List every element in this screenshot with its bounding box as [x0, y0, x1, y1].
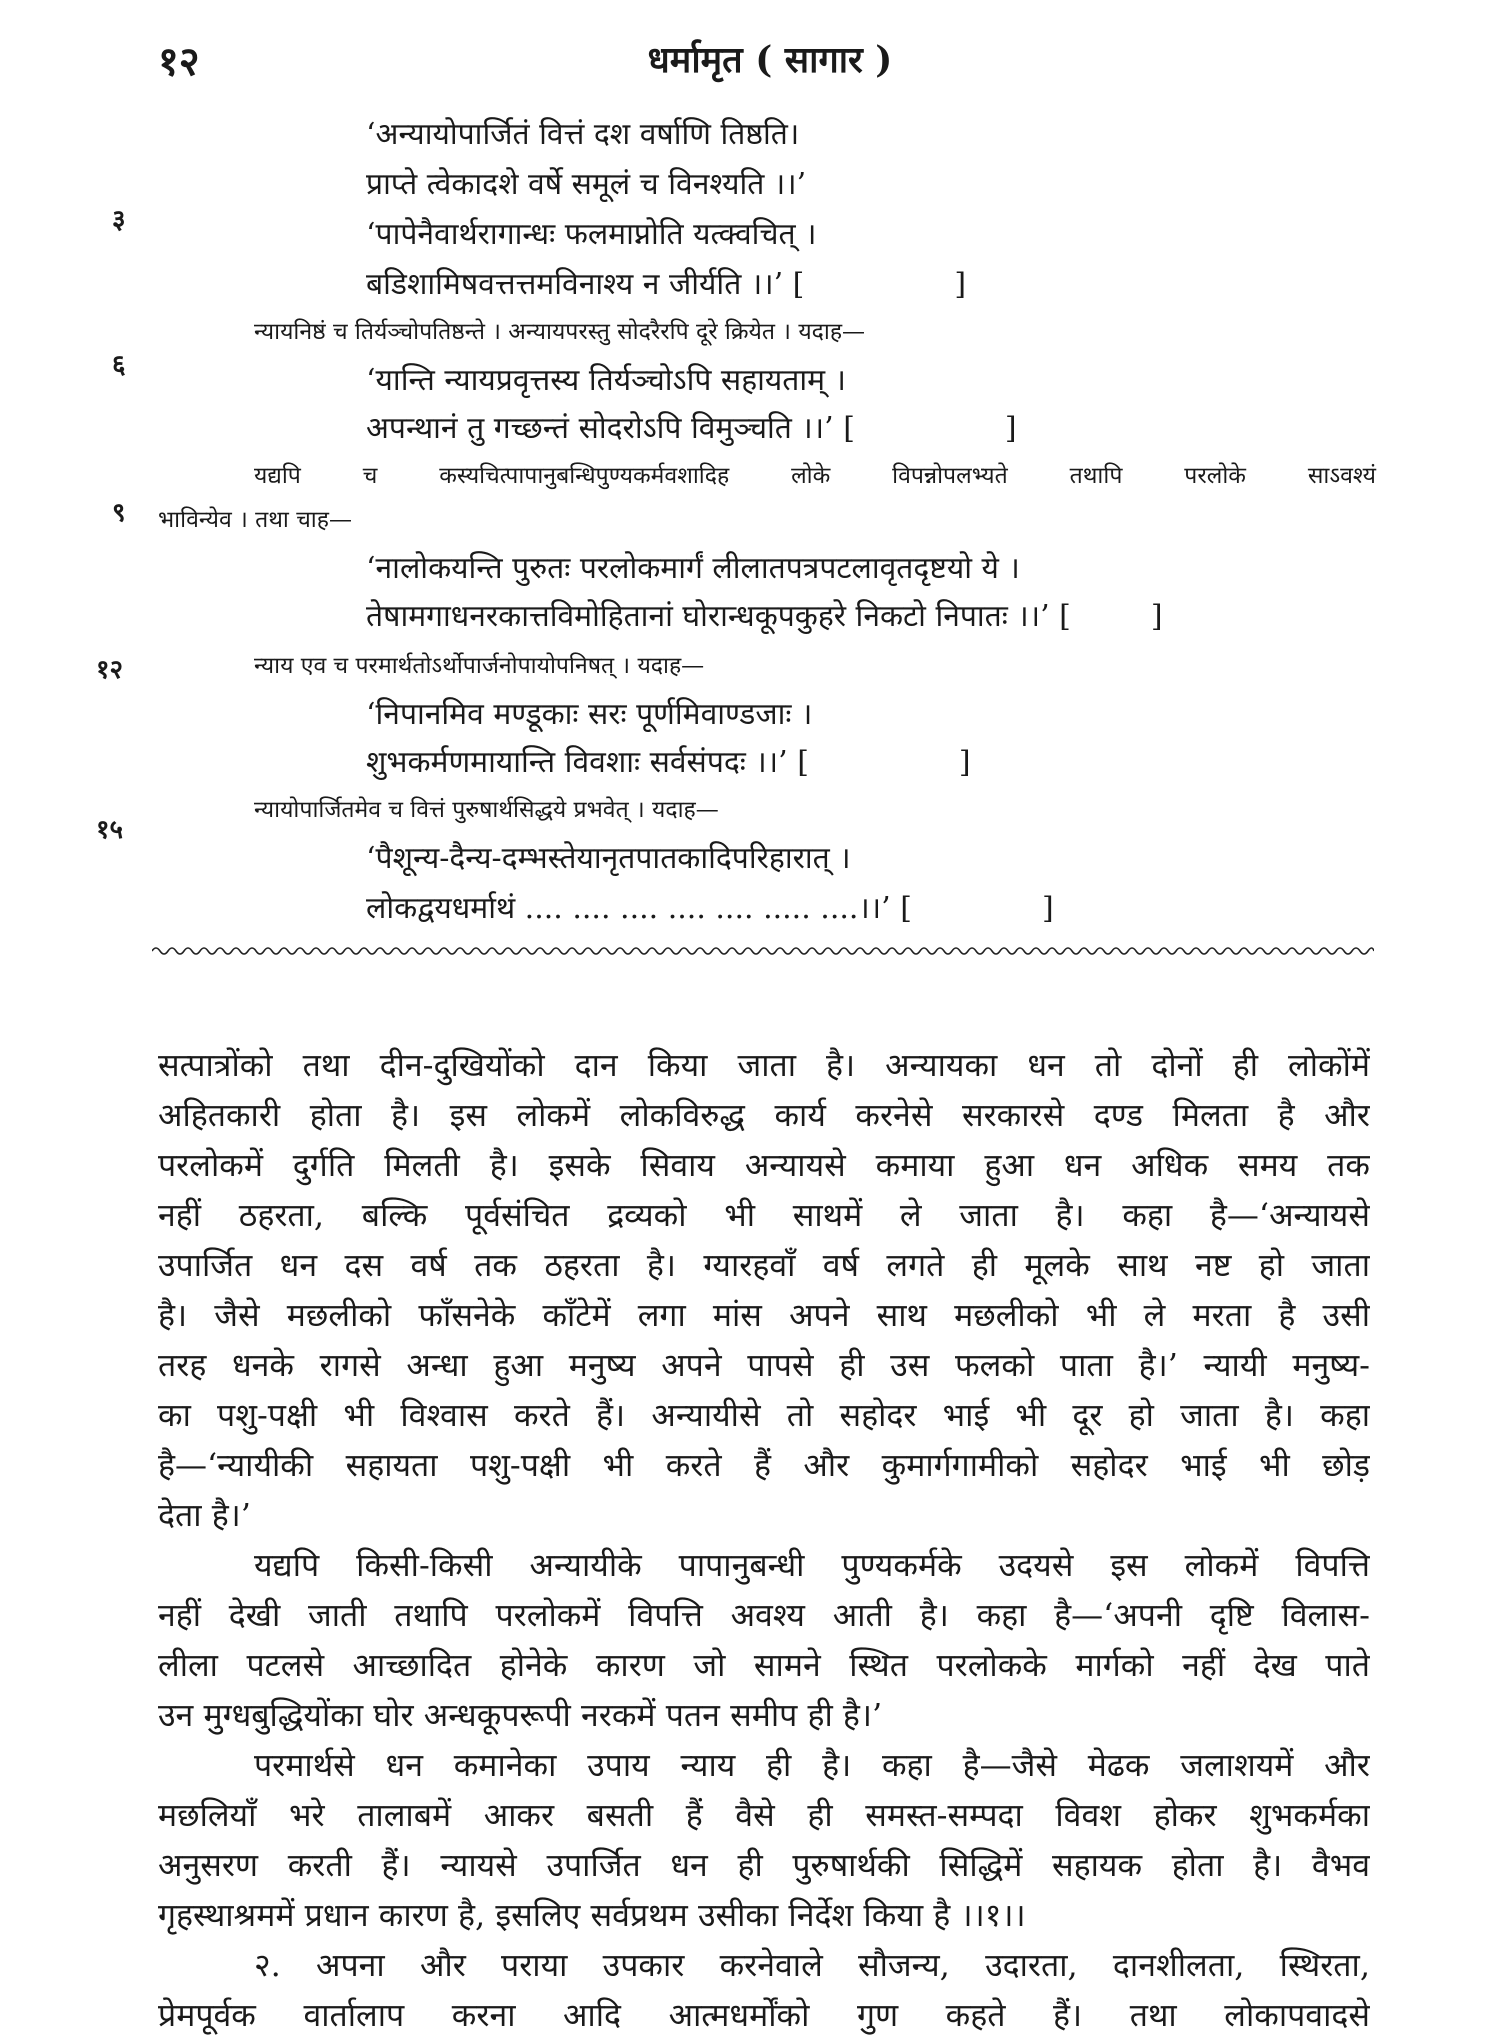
margin-number: ६	[112, 350, 126, 380]
verse-citation-line	[366, 262, 966, 303]
citation-bracket: ]	[1150, 599, 1163, 634]
commentary-line: यद्यपि किसी-किसी अन्यायीके पापानुबन्धी पुण्यकर्मके उदयसे इस लोकमें विपत्ति	[254, 1546, 1370, 1584]
citation-bracket: ]	[1041, 891, 1054, 926]
commentary-line: तरह धनके रागसे अन्धा हुआ मनुष्य अपने पापसे ही उस फलको पाता है।’ न्यायी मनुष्य-	[158, 1346, 1370, 1384]
verse-line: शुभकर्मणमायान्ति विवशाः सर्वसंपदः ।।’ [	[366, 745, 809, 780]
hindi-commentary	[158, 1040, 1370, 2040]
commentary-line: नहीं देखी जाती तथापि परलोकमें विपत्ति अवश्य आती है। कहा है—‘अपनी दृष्टि विलास-	[158, 1596, 1370, 1634]
verse-line: बडिशामिषवत्तत्तमविनाश्य न जीर्यति ।।’ [	[366, 267, 805, 302]
verse-citation-line	[366, 406, 1017, 447]
citation-bracket: ]	[954, 267, 967, 302]
commentary-line: उपार्जित धन दस वर्ष तक ठहरता है। ग्यारहवाँ वर्ष लगते ही मूलके साथ नष्ट हो जाता	[158, 1246, 1370, 1284]
citation-bracket: ]	[958, 745, 971, 780]
verse-line: प्राप्ते त्वेकादशे वर्षे समूलं च विनश्यति ।।’	[366, 167, 807, 202]
commentary-line: उन मुग्धबुद्धियोंका घोर अन्धकूपरूपी नरकमें पतन समीप ही है।’	[158, 1696, 883, 1734]
verse-citation-line	[366, 740, 971, 781]
citation-bracket: ]	[1004, 411, 1017, 446]
verse-citation-line	[366, 886, 1054, 927]
verse-line: ‘पापेनैवार्थरागान्धः फलमाप्नोति यत्क्वचित् ।	[366, 217, 817, 252]
commentary-line: अनुसरण करती हैं। न्यायसे उपार्जित धन ही पुरुषार्थकी सिद्धिमें सहायक होता है। वैभव	[158, 1846, 1370, 1884]
commentary-line: का पशु-पक्षी भी विश्वास करते हैं। अन्यायीसे तो सहोदर भाई भी दूर हो जाता है। कहा	[158, 1396, 1370, 1434]
commentary-line: देता है।’	[158, 1496, 251, 1534]
verse-line: ‘निपानमिव मण्डूकाः सरः पूर्णमिवाण्डजाः ।	[366, 697, 813, 732]
commentary-line: नहीं ठहरता, बल्कि पूर्वसंचित द्रव्यको भी साथमें ले जाता है। कहा है—‘अन्यायसे	[158, 1196, 1370, 1234]
commentary-line: मछलियाँ भरे तालाबमें आकर बसती हैं वैसे ही समस्त-सम्पदा विवश होकर शुभकर्मका	[158, 1796, 1370, 1834]
margin-number: ९	[112, 498, 126, 528]
commentary-line: २. अपना और पराया उपकार करनेवाले सौजन्य, उदारता, दानशीलता, स्थिरता,	[254, 1946, 1370, 1984]
margin-number: १५	[96, 815, 124, 845]
verse-line: ‘पैशून्य-दैन्य-दम्भस्तेयानृतपातकादिपरिहारात् ।	[366, 841, 851, 876]
verse-citation-line	[366, 594, 1163, 635]
commentary-line: अहितकारी होता है। इस लोकमें लोकविरुद्ध कार्य करनेसे सरकारसे दण्ड मिलता है और	[158, 1096, 1370, 1134]
verse-line: ‘अन्यायोपार्जितं वित्तं दश वर्षाणि तिष्ठति।	[366, 117, 800, 152]
commentary-line: प्रेमपूर्वक वार्तालाप करना आदि आत्मधर्मोंको गुण कहते हैं। तथा लोकापवादसे	[158, 1996, 1370, 2034]
sanskrit-prose-line: यद्यपि च कस्यचित्पापानुबन्धिपुण्यकर्मवशादिह लोके विपन्नोपलभ्यते तथापि परलोके साऽवश्यं	[254, 463, 1376, 489]
page-number: १२	[158, 38, 200, 85]
verse-line: अपन्थानं तु गच्छन्तं सोदरोऽपि विमुञ्चति ।।’ [	[366, 411, 855, 446]
verse-line: ‘यान्ति न्यायप्रवृत्तस्य तिर्यञ्चोऽपि सहायताम् ।	[366, 363, 847, 398]
commentary-line: परलोकमें दुर्गति मिलती है। इसके सिवाय अन्यायसे कमाया हुआ धन अधिक समय तक	[158, 1146, 1370, 1184]
commentary-line: है—‘न्यायीकी सहायता पशु-पक्षी भी करते हैं और कुमार्गगामीको सहोदर भाई भी छोड़	[158, 1446, 1370, 1484]
sanskrit-prose-line: न्याय एव च परमार्थतोऽर्थोपार्जनोपायोपनिषत् । यदाह—	[254, 653, 705, 679]
sanskrit-prose-line: न्यायनिष्ठं च तिर्यञ्चोपतिष्ठन्ते । अन्यायपरस्तु सोदरैरपि दूरे क्रियेत । यदाह—	[254, 319, 866, 345]
page-header	[0, 32, 1508, 92]
commentary-line: लीला पटलसे आच्छादित होनेके कारण जो सामने स्थित परलोकके मार्गको नहीं देख पाते	[158, 1646, 1370, 1684]
verse-line: ‘नालोकयन्ति पुरुतः परलोकमार्गं लीलातपत्रपटलावृतदृष्टयो ये ।	[366, 551, 1020, 586]
verse-line: लोकद्वयधर्माथं .... .... .... .... .... ..... ....।।’ [	[366, 891, 912, 926]
margin-number: ३	[112, 205, 126, 235]
sanskrit-prose-line: न्यायोपार्जितमेव च वित्तं पुरुषार्थसिद्धये प्रभवेत् । यदाह—	[254, 797, 719, 823]
commentary-line: परमार्थसे धन कमानेका उपाय न्याय ही है। कहा है—जैसे मेढक जलाशयमें और	[254, 1746, 1370, 1784]
verse-line: तेषामगाधनरकात्तविमोहितानां घोरान्धकूपकुहरे निकटो निपातः ।।’ [	[366, 599, 1071, 634]
margin-number: १२	[96, 655, 124, 685]
running-title: धर्मामृत ( सागार )	[647, 39, 893, 81]
commentary-line: है। जैसे मछलीको फाँसनेके काँटेमें लगा मांस अपने साथ मछलीको भी ले मरता है उसी	[158, 1296, 1370, 1334]
commentary-line: गृहस्थाश्रममें प्रधान कारण है, इसलिए सर्वप्रथम उसीका निर्देश किया है ।।१।।	[158, 1896, 1026, 1934]
sanskrit-prose-line: भाविन्येव । तथा चाह—	[158, 507, 352, 533]
wavy-divider	[152, 944, 1374, 958]
commentary-line: सत्पात्रोंको तथा दीन-दुखियोंको दान किया जाता है। अन्यायका धन तो दोनों ही लोकोंमें	[158, 1046, 1370, 1084]
